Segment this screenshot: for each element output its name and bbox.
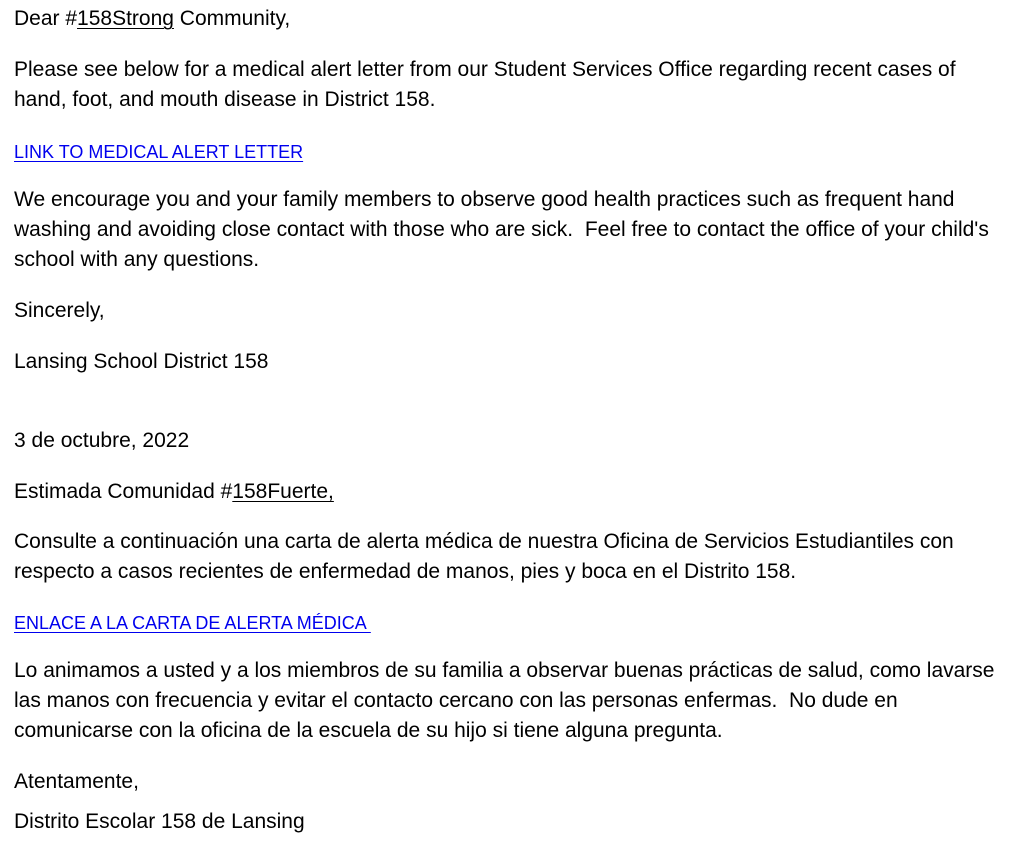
signature-english: Lansing School District 158	[14, 350, 269, 373]
carta-alerta-medica-link[interactable]: ENLACE A LA CARTA DE ALERTA MÉDICA	[14, 613, 371, 633]
body-paragraph-english: We encourage you and your family members to observe good health practices such as frequent hand washing and avoiding close contact with those who are sick. Feel free to contact the office of your child's school with any questions.	[14, 188, 995, 271]
intro-paragraph-english: Please see below for a medical alert letter from our Student Services Office regarding recent cases of hand, foot, and mouth disease in District 158.	[14, 58, 962, 111]
link-row-english	[14, 137, 303, 167]
greeting-suffix: Community,	[173, 7, 291, 30]
greeting-english	[14, 4, 290, 34]
greeting-spanish	[14, 477, 334, 507]
medical-alert-letter-link[interactable]: LINK TO MEDICAL ALERT LETTER	[14, 142, 304, 162]
greeting-prefix: Dear #	[14, 7, 78, 30]
closing-spanish: Atentamente,	[14, 770, 139, 793]
link-row-spanish	[14, 608, 371, 638]
hashtag-158strong: 158Strong	[77, 7, 174, 30]
body-paragraph-spanish: Lo animamos a usted y a los miembros de su familia a observar buenas prácticas de salud, como lavarse las manos con frecuencia y evitar el contacto cercano con las personas enfermas. No dude en comunicarse con la oficina de la escuela de su hijo si tiene alguna pregunta.	[14, 659, 1001, 742]
intro-paragraph-spanish: Consulte a continuación una carta de alerta médica de nuestra Oficina de Servicios Estudiantiles con respecto a casos recientes de enfermedad de manos, pies y boca en el Distrito 158.	[14, 530, 960, 583]
signature-spanish: Distrito Escolar 158 de Lansing	[14, 810, 305, 833]
hashtag-158fuerte: 158Fuerte,	[232, 480, 334, 503]
date-spanish: 3 de octubre, 2022	[14, 429, 190, 452]
closing-english: Sincerely,	[14, 299, 105, 322]
greeting-prefix-spanish: Estimada Comunidad #	[14, 480, 233, 503]
